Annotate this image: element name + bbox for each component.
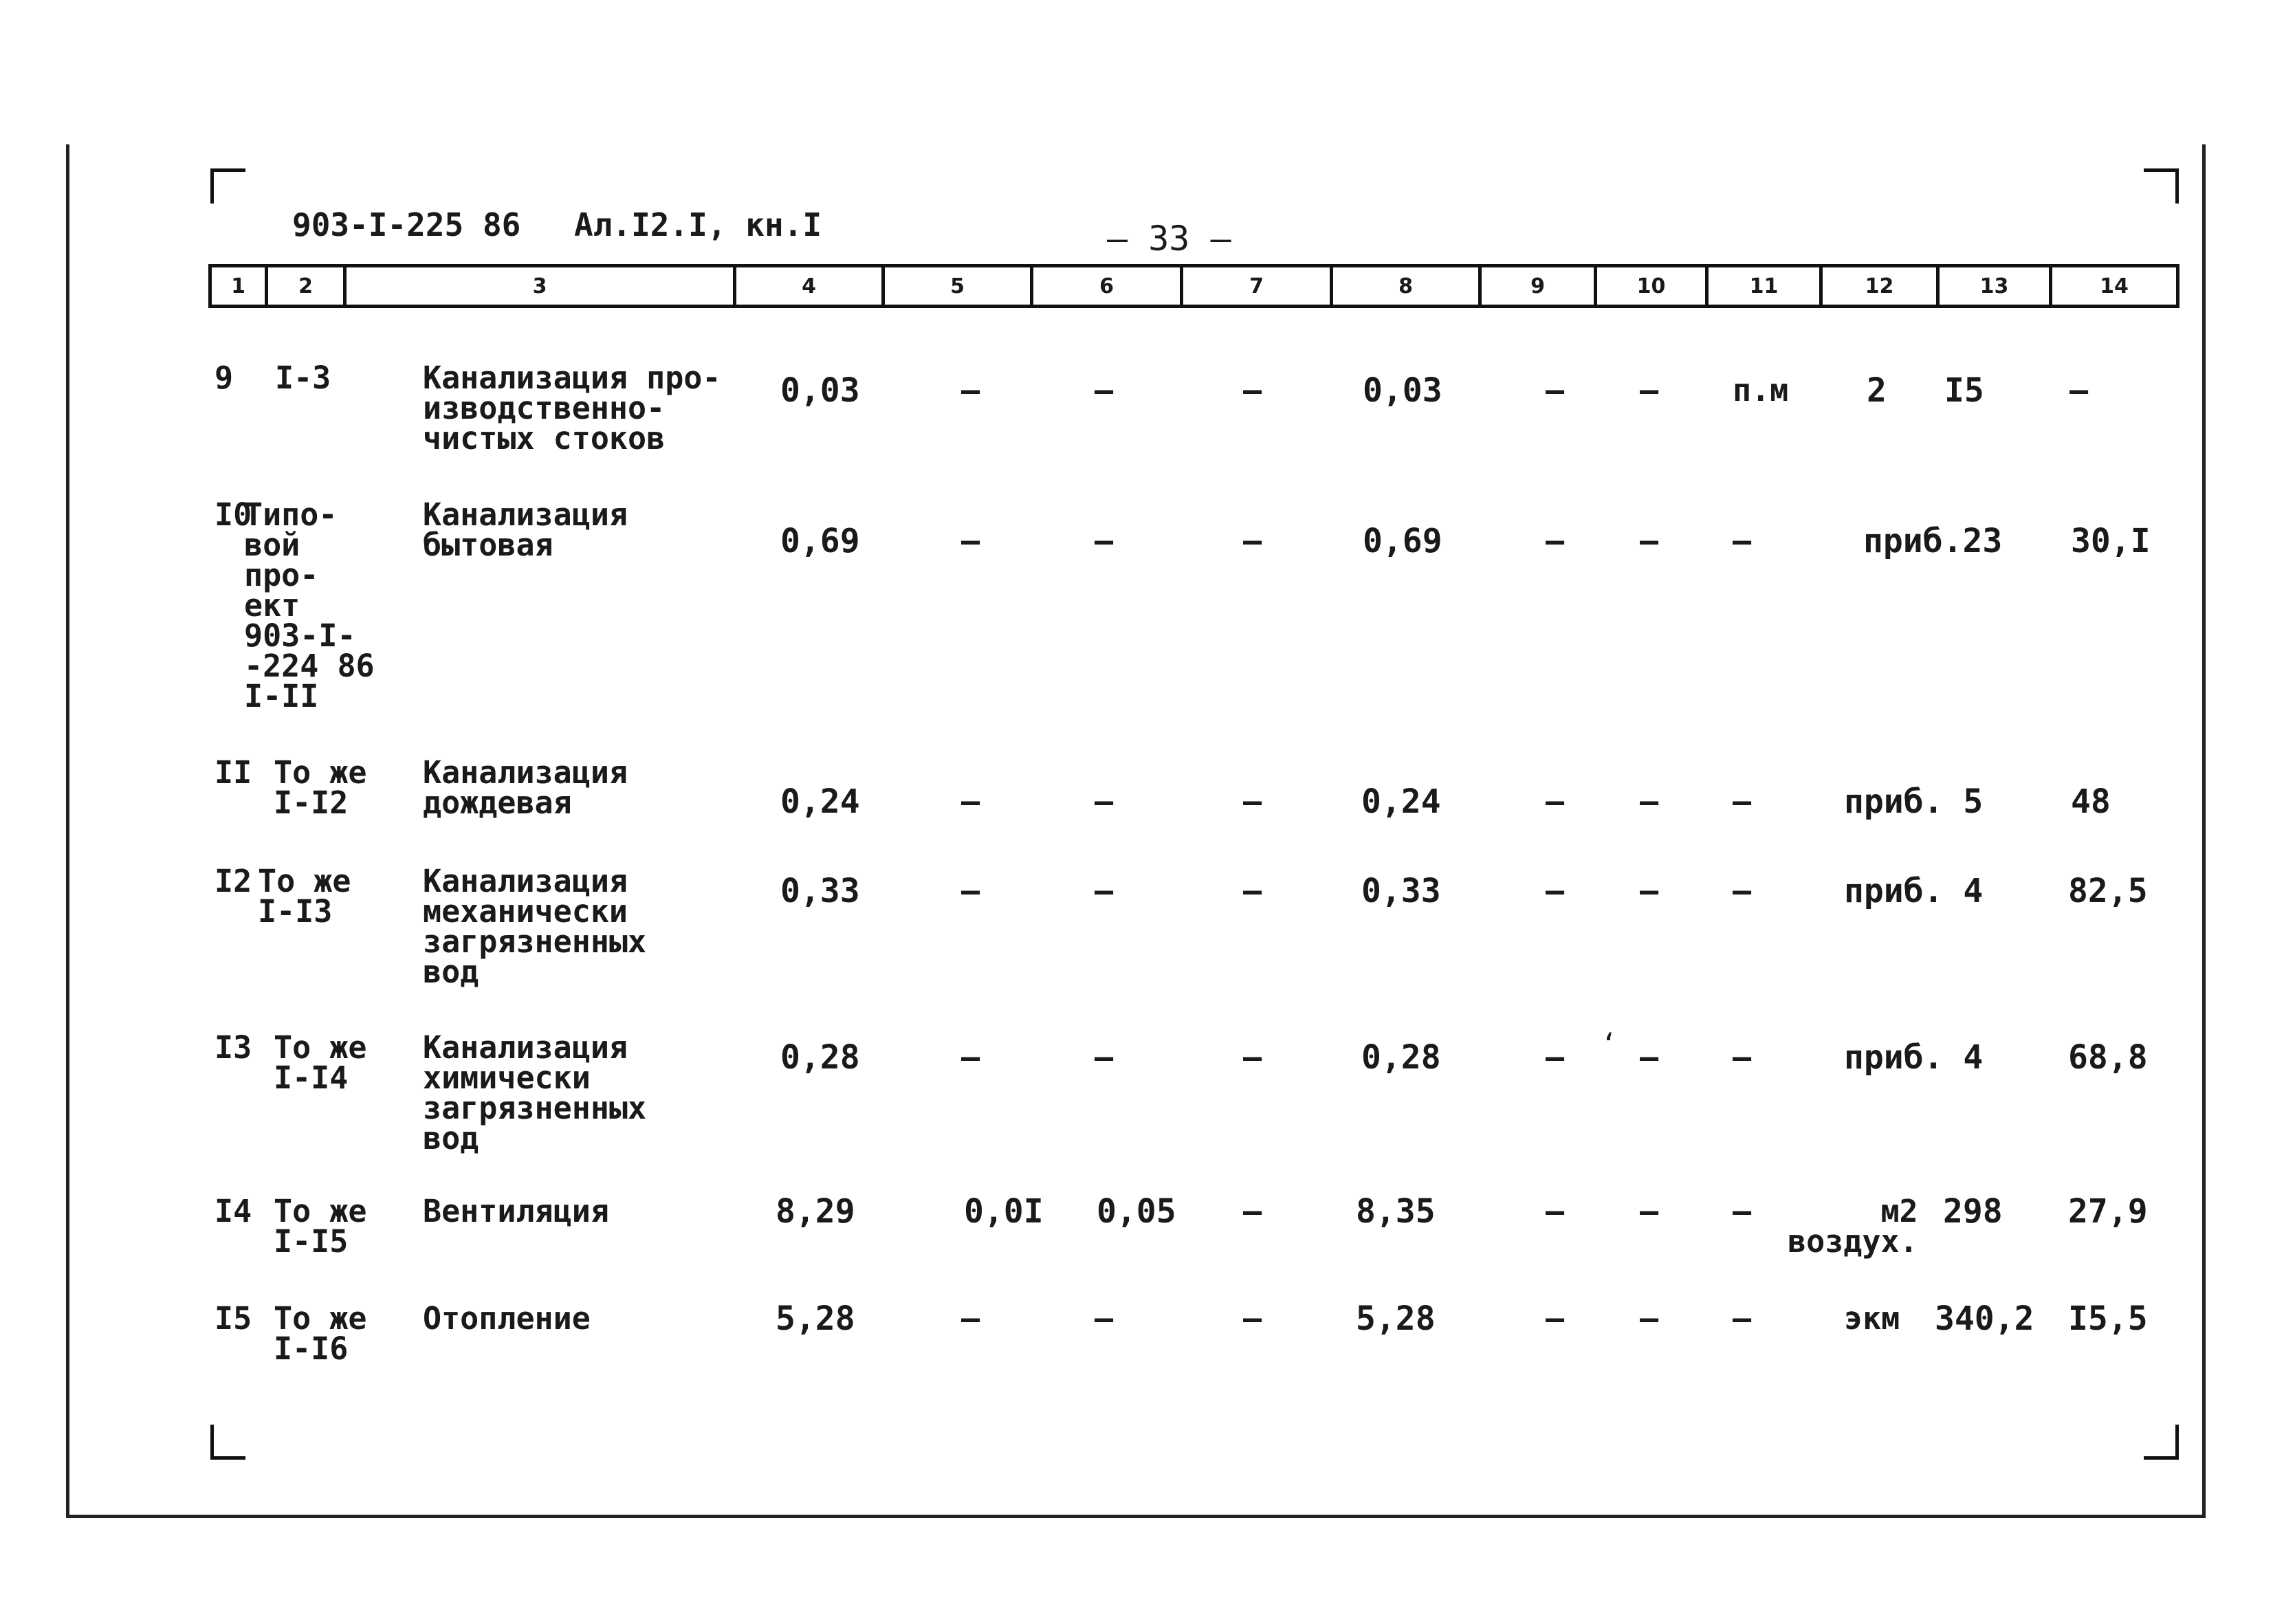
column-number: 1 xyxy=(210,266,267,307)
value-col5: – xyxy=(961,523,980,559)
design-reference: То же I-I4 xyxy=(274,1029,367,1096)
value-col8: 0,03 xyxy=(1363,371,1442,410)
value-col14: 82,5 xyxy=(2068,872,2148,910)
value-col9: – xyxy=(1546,873,1565,909)
value-col5: 0,0I xyxy=(964,1192,1044,1231)
corner-mark-top-right xyxy=(2144,168,2179,204)
value-col5: – xyxy=(961,783,980,820)
design-reference: I-3 xyxy=(275,360,331,396)
column-number: 11 xyxy=(1707,266,1821,307)
row-number: I2 xyxy=(215,863,252,899)
value-col10: – xyxy=(1640,1039,1659,1075)
design-reference: То же I-I6 xyxy=(274,1300,367,1367)
value-col8: 0,24 xyxy=(1361,782,1441,821)
value-col10: – xyxy=(1640,1193,1659,1229)
value-col10: – xyxy=(1640,873,1659,909)
value-col4: 0,24 xyxy=(780,782,860,821)
value-col12: приб.23 xyxy=(1863,522,2003,560)
value-col14: 30,I xyxy=(2071,522,2151,560)
value-col14: 68,8 xyxy=(2068,1038,2148,1077)
row-number: I0 xyxy=(215,496,252,533)
row-number: I3 xyxy=(215,1029,252,1066)
value-col11: – xyxy=(1733,523,1752,559)
value-col5: – xyxy=(961,873,980,909)
value-col8: 8,35 xyxy=(1356,1192,1436,1231)
value-col6: – xyxy=(1095,372,1114,408)
page-number: — 33 — xyxy=(1107,219,1231,259)
value-col11: – xyxy=(1733,783,1752,820)
row-number: 9 xyxy=(215,360,234,396)
sheet-right-border xyxy=(2202,144,2206,1518)
value-col12: приб. 4 xyxy=(1844,1038,1984,1077)
value-col13: 298 xyxy=(1943,1192,2003,1231)
value-col5: – xyxy=(961,372,980,408)
corner-mark-top-left xyxy=(210,168,245,204)
value-col7: – xyxy=(1243,372,1262,408)
value-col11: – xyxy=(1733,1039,1752,1075)
column-number: 2 xyxy=(267,266,345,307)
value-col11: – xyxy=(1733,1300,1752,1337)
value-col9: – xyxy=(1546,783,1565,820)
value-col10: – xyxy=(1640,1300,1659,1337)
value-col6: – xyxy=(1095,873,1114,909)
value-col7: – xyxy=(1243,783,1262,820)
system-name: Канализация про- изводственно- чистых стоков xyxy=(423,360,721,457)
row-number: II xyxy=(215,754,252,791)
design-reference: То же I-I5 xyxy=(274,1193,367,1260)
value-col14: – xyxy=(2069,372,2089,408)
value-col9: – xyxy=(1546,1039,1565,1075)
system-name: Вентиляция xyxy=(423,1193,609,1229)
value-col12: м2 воздух. xyxy=(1788,1193,1918,1260)
value-col13: 340,2 xyxy=(1935,1299,2034,1338)
design-reference: Типо- вой про- ект 903-I- -224 86 I-II xyxy=(244,496,375,714)
value-col10: – xyxy=(1640,523,1659,559)
value-col9: – xyxy=(1546,1193,1565,1229)
value-col5: – xyxy=(961,1300,980,1337)
value-col12: приб. 5 xyxy=(1844,782,1984,821)
value-col8: 0,33 xyxy=(1361,872,1441,910)
value-col5: – xyxy=(961,1039,980,1075)
value-col7: – xyxy=(1243,873,1262,909)
system-name: Канализация химически загрязненных вод xyxy=(423,1029,647,1156)
value-col9: – xyxy=(1546,523,1565,559)
design-reference: То же I-I3 xyxy=(258,863,351,930)
value-col12: 2 xyxy=(1867,371,1887,410)
stray-mark: ‘ xyxy=(1601,1029,1618,1060)
value-col14: I5,5 xyxy=(2068,1299,2148,1338)
value-col4: 0,28 xyxy=(780,1038,860,1077)
value-col7: – xyxy=(1243,1300,1262,1337)
value-col11: п.м xyxy=(1733,372,1789,408)
corner-mark-bottom-right xyxy=(2144,1425,2179,1460)
value-col6: – xyxy=(1095,1039,1114,1075)
value-col14: 48 xyxy=(2071,782,2111,821)
system-name: Отопление xyxy=(423,1300,591,1337)
value-col7: – xyxy=(1243,1039,1262,1075)
system-name: Канализация механически загрязненных вод xyxy=(423,863,647,990)
column-number: 5 xyxy=(883,266,1032,307)
value-col7: – xyxy=(1243,1193,1262,1229)
sheet-bottom-border xyxy=(66,1515,2206,1518)
value-col12: экм xyxy=(1844,1300,1900,1337)
column-number: 12 xyxy=(1821,266,1938,307)
value-col14: 27,9 xyxy=(2068,1192,2148,1231)
column-number: 14 xyxy=(2051,266,2178,307)
design-reference: То же I-I2 xyxy=(274,754,367,821)
system-name: Канализация бытовая xyxy=(423,496,628,563)
column-number: 8 xyxy=(1332,266,1480,307)
column-number: 3 xyxy=(345,266,735,307)
value-col13: I5 xyxy=(1944,371,1984,410)
row-number: I4 xyxy=(215,1193,252,1229)
value-col9: – xyxy=(1546,372,1565,408)
value-col11: – xyxy=(1733,1193,1752,1229)
value-col8: 0,69 xyxy=(1363,522,1442,560)
value-col9: – xyxy=(1546,1300,1565,1337)
system-name: Канализация дождевая xyxy=(423,754,628,821)
value-col4: 8,29 xyxy=(776,1192,855,1231)
value-col6: – xyxy=(1095,783,1114,820)
column-number: 9 xyxy=(1480,266,1596,307)
column-number-header xyxy=(208,264,2179,308)
column-number: 13 xyxy=(1938,266,2051,307)
value-col6: – xyxy=(1095,523,1114,559)
value-col12: приб. 4 xyxy=(1844,872,1984,910)
value-col4: 0,33 xyxy=(780,872,860,910)
column-number: 10 xyxy=(1596,266,1707,307)
value-col10: – xyxy=(1640,783,1659,820)
value-col4: 0,03 xyxy=(780,371,860,410)
value-col4: 5,28 xyxy=(776,1299,855,1338)
value-col6: – xyxy=(1095,1300,1114,1337)
corner-mark-bottom-left xyxy=(210,1425,245,1460)
value-col4: 0,69 xyxy=(780,522,860,560)
album-reference: Ал.I2.I, кн.I xyxy=(574,206,822,243)
row-number: I5 xyxy=(215,1300,252,1337)
document-code: 903-I-225 86 xyxy=(292,206,521,243)
column-number: 7 xyxy=(1182,266,1332,307)
sheet-left-border xyxy=(66,144,69,1518)
value-col6: 0,05 xyxy=(1097,1192,1176,1231)
value-col8: 5,28 xyxy=(1356,1299,1436,1338)
column-number: 6 xyxy=(1032,266,1182,307)
column-number: 4 xyxy=(735,266,883,307)
value-col11: – xyxy=(1733,873,1752,909)
value-col10: – xyxy=(1640,372,1659,408)
value-col7: – xyxy=(1243,523,1262,559)
value-col8: 0,28 xyxy=(1361,1038,1441,1077)
